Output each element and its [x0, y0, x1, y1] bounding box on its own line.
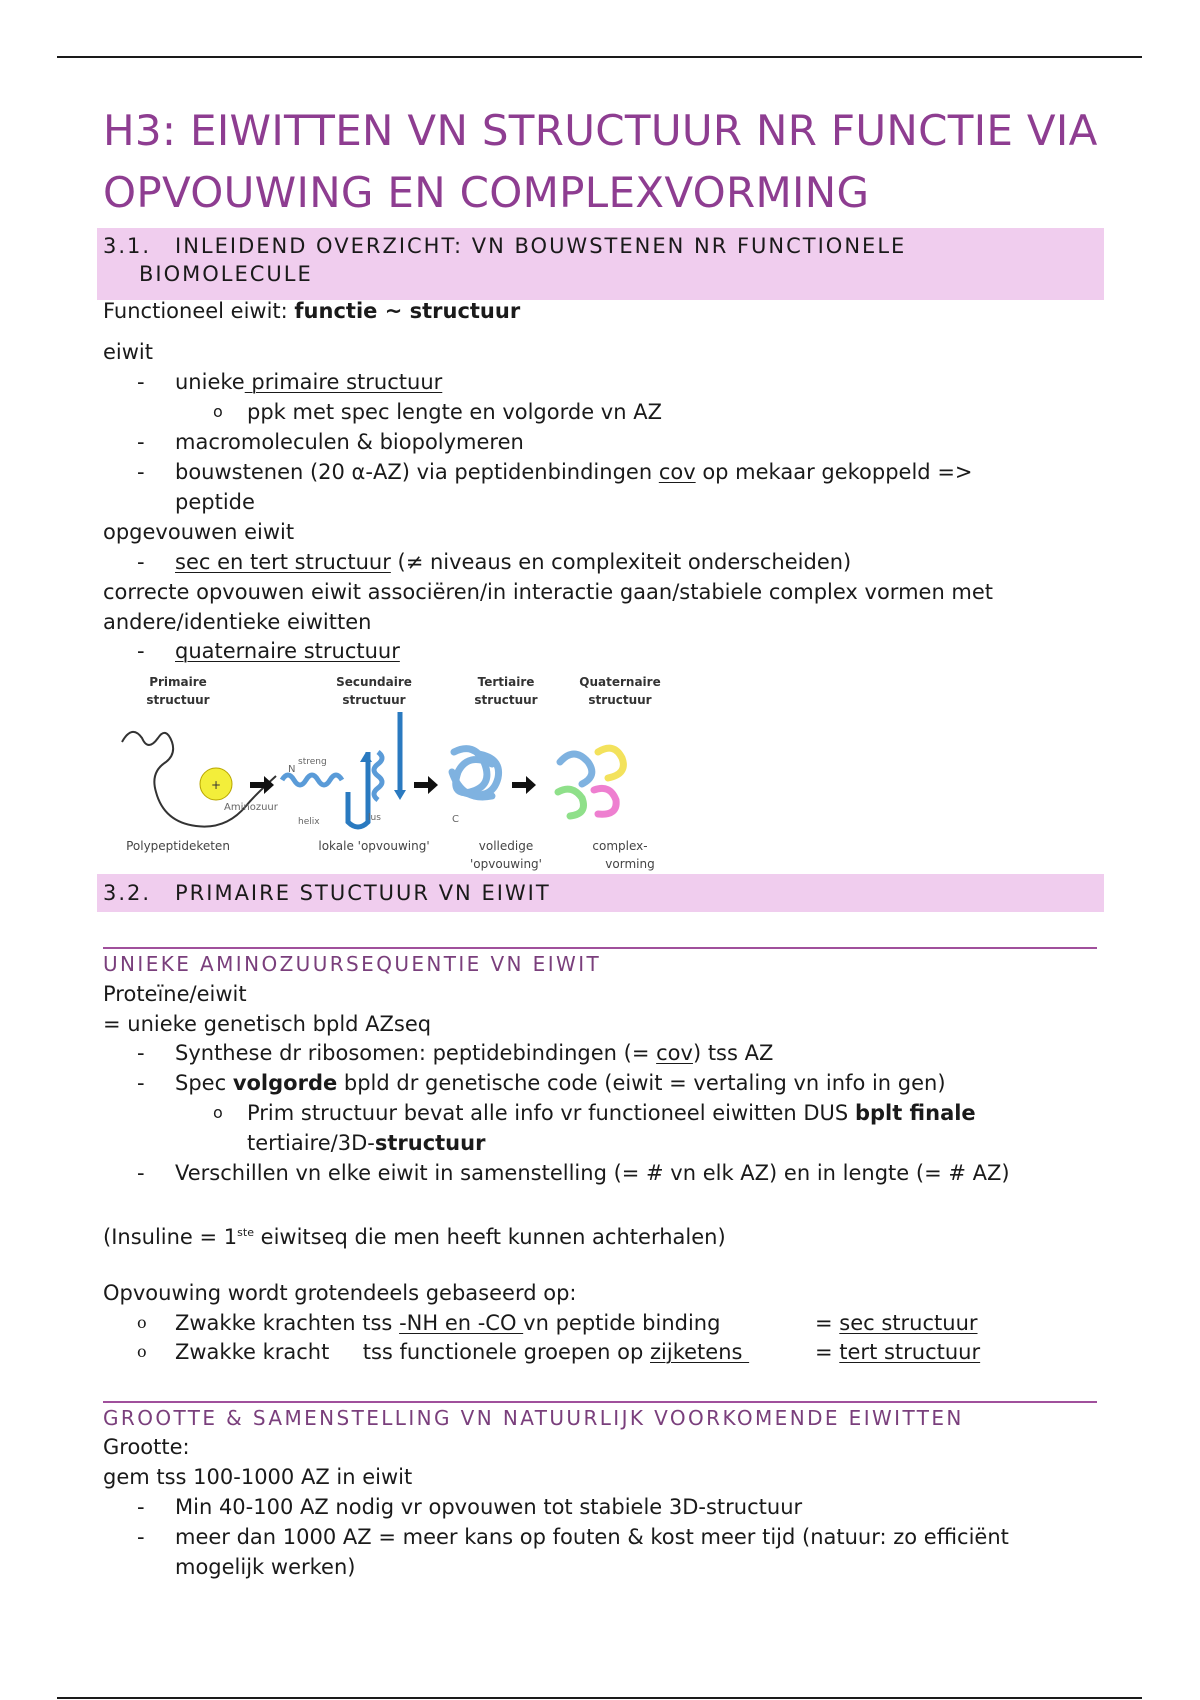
bullet-dash: -	[137, 370, 145, 394]
subheading-aminozuursequentie: UNIEKE AMINOZUURSEQUENTIE VN EIWIT	[103, 947, 1097, 976]
strand-label: streng	[298, 757, 327, 767]
fig-caption-lokaal: lokale 'opvouwing'	[318, 839, 430, 853]
tertiary-fold	[452, 749, 499, 797]
quaternary-complex	[558, 748, 623, 816]
bullet-meer-dan: meer dan 1000 AZ = meer kans op fouten & kost meer tijd (natuur: zo efficiënt	[175, 1525, 1009, 1549]
fig-label-structuur: structuur	[146, 693, 210, 707]
arrow-icon	[512, 776, 536, 794]
eiwit-label: eiwit	[103, 340, 153, 364]
correcte-line2: andere/identieke eiwitten	[103, 610, 372, 634]
arrow-icon	[250, 776, 274, 794]
bullet-dash: -	[137, 1525, 145, 1549]
bullet-zwakke-krachten: Zwakke krachten tss -NH en -CO vn peptide binding	[175, 1311, 721, 1335]
fig-caption-opvouwing: 'opvouwing'	[470, 857, 542, 871]
bullet-circle: o	[137, 1342, 147, 1361]
fig-caption-volledig: volledige	[478, 839, 534, 853]
section-heading-3-2: 3.2. PRIMAIRE STUCTUUR VN EIWIT	[97, 874, 1104, 912]
arrow-icon	[414, 776, 438, 794]
bullet-prim-structuur: Prim structuur bevat alle info vr functioneel eiwitten DUS bplt finale	[247, 1101, 976, 1125]
bullet-min-az: Min 40-100 AZ nodig vr opvouwen tot stabiele 3D-structuur	[175, 1495, 803, 1519]
header-rule	[57, 56, 1142, 58]
bullet-dash: -	[137, 460, 145, 484]
footer-rule	[57, 1697, 1142, 1699]
bullet-dash: -	[137, 639, 145, 663]
page-title: H3: EIWITTEN VN STRUCTUUR NR FUNCTIE VIA OPVOUWING EN COMPLEXVORMING	[103, 106, 1098, 217]
fig-label-structuur: structuur	[474, 693, 538, 707]
aa-label: Aminozuur	[224, 802, 278, 813]
bullet-primaire: unieke primaire structuur	[175, 370, 443, 394]
bullet-bouwstenen-cont: peptide	[175, 490, 255, 514]
fig-caption-complex: complex-	[592, 839, 648, 853]
bullet-verschillen: Verschillen vn elke eiwit in samenstelling (= # vn elk AZ) en in lengte (= # AZ)	[175, 1161, 1010, 1185]
bullet-dash: -	[137, 1495, 145, 1519]
bullet-tert-structuur: = tert structuur	[815, 1340, 981, 1364]
bullet-macro: macromoleculen & biopolymeren	[175, 430, 524, 454]
aa-glyph: +	[210, 778, 222, 792]
bullet-sec-tert: sec en tert structuur (≠ niveaus en complexiteit onderscheiden)	[175, 550, 852, 574]
fig-caption-polypeptide: Polypeptideketen	[126, 839, 230, 853]
helix-shape	[282, 775, 342, 785]
strand-arrow	[348, 752, 368, 827]
fig-caption-vorming: vorming	[605, 857, 655, 871]
bullet-circle: o	[137, 1313, 147, 1332]
gem-line: gem tss 100-1000 AZ in eiwit	[103, 1465, 413, 1489]
bullet-bouwstenen: bouwstenen (20 α-AZ) via peptidenbindingen cov op mekaar gekoppeld =>	[175, 460, 973, 484]
uniek-line: = unieke genetisch bpld AZseq	[103, 1012, 432, 1036]
bullet-synthese: Synthese dr ribosomen: peptidebindingen (= cov) tss AZ	[175, 1041, 774, 1065]
bullet-dash: -	[137, 430, 145, 454]
fig-label-tertiair: Tertiaire	[477, 675, 535, 689]
bullet-prim-structuur-cont: tertiaire/3D-structuur	[247, 1131, 486, 1155]
helix-label: helix	[298, 817, 320, 827]
bullet-dash: -	[137, 1161, 145, 1185]
functioneel-eiwit: Functioneel eiwit: functie ~ structuur	[103, 299, 521, 323]
bullet-quaternair: quaternaire structuur	[175, 639, 400, 663]
bullet-circle: o	[213, 1103, 223, 1122]
lus-label: lus	[368, 813, 381, 823]
bullet-ppk: ppk met spec lengte en volgorde vn AZ	[247, 400, 662, 424]
insuline-note: (Insuline = 1ste eiwitseq die men heeft kunnen achterhalen)	[103, 1225, 726, 1249]
protein-structure-figure	[112, 672, 672, 872]
grootte-label: Grootte:	[103, 1435, 190, 1459]
fig-C: C	[452, 814, 459, 825]
bullet-dash: -	[137, 1071, 145, 1095]
bullet-sec-structuur: = sec structuur	[815, 1311, 978, 1335]
bullet-dash: -	[137, 550, 145, 574]
strand-arrow	[394, 790, 406, 800]
fig-label-structuur: structuur	[588, 693, 652, 707]
bullet-dash: -	[137, 1041, 145, 1065]
subheading-grootte: GROOTTE & SAMENSTELLING VN NATUURLIJK VOORKOMENDE EIWITTEN	[103, 1401, 1097, 1430]
helix-shape	[374, 752, 382, 800]
section-heading-3-1: 3.1. INLEIDEND OVERZICHT: VN BOUWSTENEN NR FUNCTIONELE BIOMOLECULE	[97, 228, 1104, 300]
bullet-zwakke-kracht: Zwakke kracht tss functionele groepen op zijketens	[175, 1340, 750, 1364]
fig-label-quaternair: Quaternaire	[579, 675, 661, 689]
bullet-meer-dan-cont: mogelijk werken)	[175, 1555, 356, 1579]
correcte-line1: correcte opvouwen eiwit associëren/in interactie gaan/stabiele complex vormen met	[103, 580, 994, 604]
fig-label-secundair: Secundaire	[336, 675, 412, 689]
opvouwing-line: Opvouwing wordt grotendeels gebaseerd op:	[103, 1281, 577, 1305]
fig-label-primair: Primaire	[149, 675, 207, 689]
opgevouwen-label: opgevouwen eiwit	[103, 520, 295, 544]
bullet-volgorde: Spec volgorde bpld dr genetische code (eiwit = vertaling vn info in gen)	[175, 1071, 946, 1095]
fig-N: N	[288, 764, 296, 775]
proteine-label: Proteïne/eiwit	[103, 982, 247, 1006]
fig-label-structuur: structuur	[342, 693, 406, 707]
bullet-circle: o	[213, 402, 223, 421]
